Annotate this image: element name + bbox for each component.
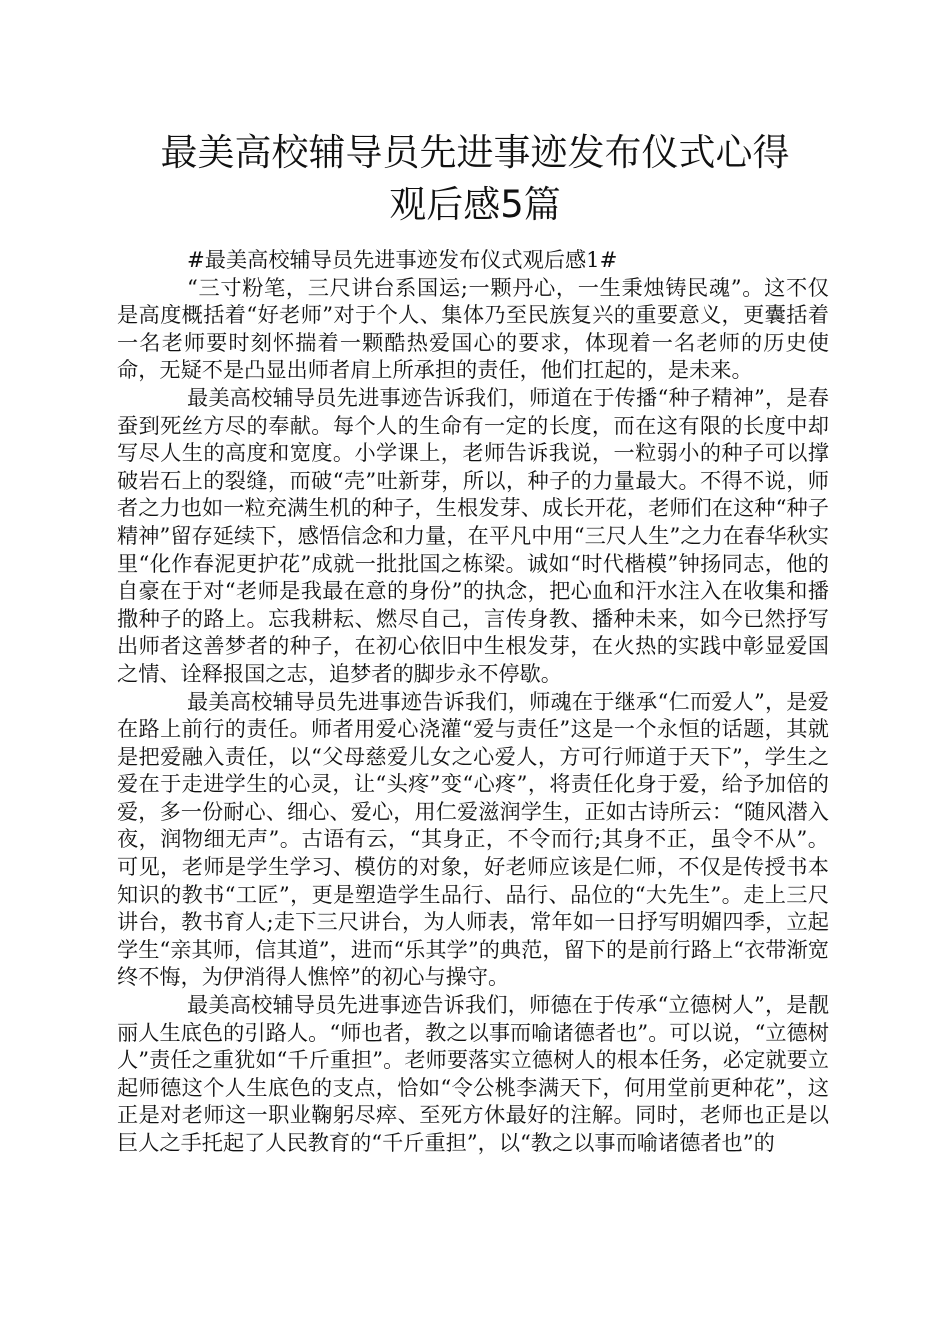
paragraph-2: 最美高校辅导员先进事迹告诉我们，师道在于传播“种子精神”，是春蚕到死丝方尽的奉献。每个人的生命有一定的长度，而在这有限的长度中却写尽人生的高度和宽度。小学课上，老师告诉我说，一粒弱小的种子可以撑破岩石上的裂缝，而破“壳”吐新芽，所以，种子的力量最大。不得不说，师者之力也如一粒充满生机的种子，生根发芽、成长开花，老师们在这种“种子精神”留存延续下，感悟信念和力量，在平凡中用“三尺人生”之力在春华秋实里“化作春泥更护花”成就一批批国之栋梁。诚如“时代楷模”钟扬同志，他的自豪在于对“老师是我最在意的身份”的执念，把心血和汗水注入在收集和播撒种子的路上。忘我耕耘、燃尽自己，言传身教、播种未来，如今已然抒写出师者这善梦者的种子，在初心依旧中生根发芽，在火热的实践中彰显爱国之情、诠释报国之志，追梦者的脚步永不停歇。 (117, 384, 829, 686)
document-title (100, 127, 850, 231)
paragraph-3: 最美高校辅导员先进事迹告诉我们，师魂在于继承“仁而爱人”，是爱在路上前行的责任。师者用爱心浇灌“爱与责任”这是一个永恒的话题，其就是把爱融入责任，以“父母慈爱儿女之心爱人，方可行师道于天下”，学生之爱在于走进学生的心灵，让“头疼”变“心疼”，将责任化身于爱，给予加倍的爱，多一份耐心、细心、爱心，用仁爱滋润学生，正如古诗所云：“随风潜入夜，润物细无声”。古语有云，“其身正，不令而行;其身不正，虽令不从”。可见，老师是学生学习、模仿的对象，好老师应该是仁师，不仅是传授书本知识的教书“工匠”，更是塑造学生品行、品行、品位的“大先生”。走上三尺讲台，教书育人;走下三尺讲台，为人师表，常年如一日抒写明媚四季，立起学生“亲其师，信其道”，进而“乐其学”的典范，留下的是前行路上“衣带渐宽终不悔，为伊消得人憔悴”的初心与操守。 (117, 688, 830, 990)
document-body (117, 246, 829, 1157)
title-line-2: 观后感5篇 (389, 183, 561, 226)
paragraph-4: 最美高校辅导员先进事迹告诉我们，师德在于传承“立德树人”，是靓丽人生底色的引路人。“师也者，教之以事而喻诸德者也”。可以说，“立德树人”责任之重犹如“千斤重担”。老师要落实立德树人的根本任务，必定就要立起师德这个人生底色的支点，恰如“令公桃李满天下，何用堂前更种花”，这正是对老师这一职业鞠躬尽瘁、至死方休最好的注解。同时，老师也正是以巨人之手托起了人民教育的“千斤重担”，以“教之以事而喻诸德者也”的 (117, 992, 829, 1155)
section-heading: #最美高校辅导员先进事迹发布仪式观后感1# (187, 247, 618, 272)
title-line-1: 最美高校辅导员先进事迹发布仪式心得 (160, 131, 790, 174)
paragraph-1: “三寸粉笔，三尺讲台系国运;一颗丹心，一生秉烛铸民魂”。这不仅是高度概括着“好老师”对于个人、集体乃至民族复兴的重要意义，更囊括着一名老师要时刻怀揣着一颗酷热爱国心的要求，体现着一名老师的历史使命，无疑不是凸显出师者肩上所承担的责任，他们扛起的，是未来。 (117, 274, 829, 383)
